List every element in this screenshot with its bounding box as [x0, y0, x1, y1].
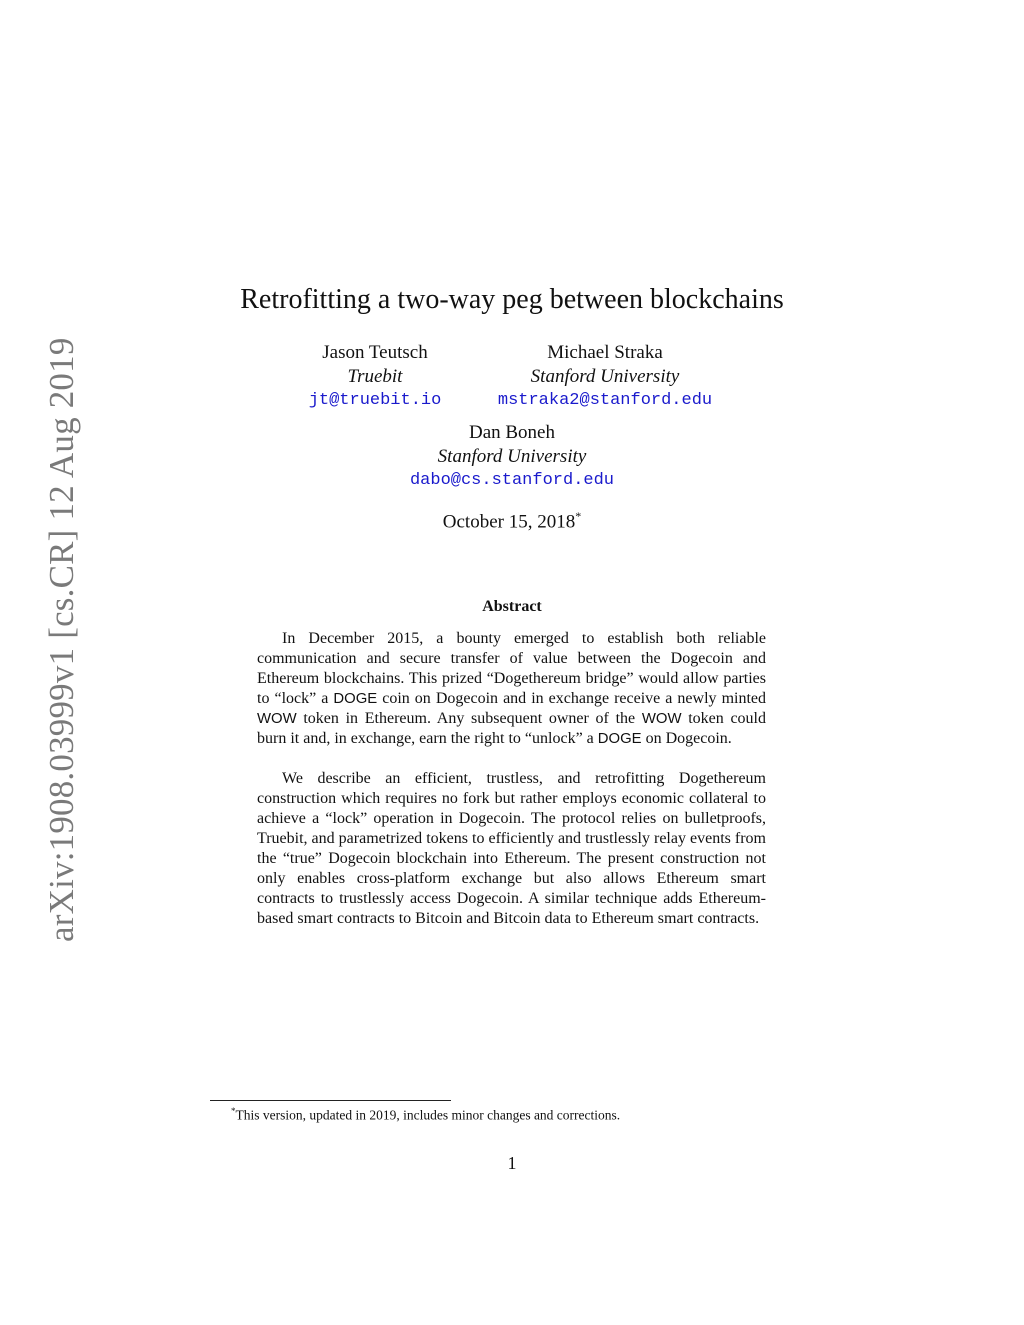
author-name: Jason Teutsch: [322, 342, 428, 363]
abstract-text: In December 2015, a bounty emerged to establish both reliable communication and secure transfer of value between the Dogecoin and Ethereum blockchains. This prized “Dogethereum bridge” would allow parties to “lock” a: [257, 630, 766, 707]
footnote-divider: [210, 1100, 451, 1101]
footnote-text: This version, updated in 2019, includes minor changes and corrections.: [235, 1107, 621, 1123]
paper-date: [0, 509, 1024, 533]
author-affiliation: Truebit: [347, 366, 403, 387]
abstract-text: coin on Dogecoin and in exchange receive a newly minted: [377, 690, 767, 707]
author-name: Dan Boneh: [468, 422, 555, 443]
arxiv-identifier-stamp: arXiv:1908.03999v1 [cs.CR] 12 Aug 2019: [42, 337, 81, 942]
footnote: [231, 1106, 831, 1124]
author-email-link[interactable]: mstraka2@stanford.edu: [497, 391, 713, 410]
author-affiliation: Stanford University: [530, 366, 680, 387]
wow-token-term: WOW: [641, 711, 682, 727]
author-block-boneh: [362, 421, 662, 493]
author-block-straka: [480, 341, 730, 413]
author-email-link[interactable]: jt@truebit.io: [308, 391, 442, 410]
paper-title: Retrofitting a two-way peg between blockchains: [240, 284, 784, 315]
doge-token-term: DOGE: [597, 731, 642, 747]
abstract-paragraph-2: We describe an efficient, trustless, and retrofitting Dogethereum construction which requires no fork but rather employs economic collateral to achieve a “lock” operation in Dogecoin. The protocol relies on bulletproofs, Truebit, and parametrized tokens to efficiently and trustlessly relay events from the “true” Dogecoin blockchain into Ethereum. The present construction not only enables cross-platform exchange but also allows Ethereum smart contracts to trustlessly access Dogecoin. A similar technique adds Ethereum-based smart contracts to Bitcoin and Bitcoin data to Ethereum smart contracts.: [257, 770, 766, 927]
author-email-link[interactable]: dabo@cs.stanford.edu: [409, 471, 615, 490]
page-number: 1: [507, 1153, 517, 1173]
author-name: Michael Straka: [547, 342, 663, 363]
abstract-text: on Dogecoin.: [641, 730, 732, 747]
author-affiliation: Stanford University: [437, 446, 587, 467]
abstract-text: token could burn it and, in exchange, earn the right to “unlock” a: [257, 710, 767, 747]
date-text: October 15, 2018: [442, 511, 576, 533]
date-footnote-marker[interactable]: *: [575, 509, 582, 523]
abstract-text: token in Ethereum. Any subsequent owner of the: [296, 710, 642, 727]
wow-token-term: WOW: [257, 711, 297, 727]
doge-token-term: DOGE: [333, 691, 378, 707]
abstract-heading: Abstract: [482, 598, 542, 615]
abstract-paragraph-1: [257, 629, 766, 749]
footnote-marker: *: [231, 1106, 236, 1116]
author-block-teutsch: [275, 341, 475, 413]
